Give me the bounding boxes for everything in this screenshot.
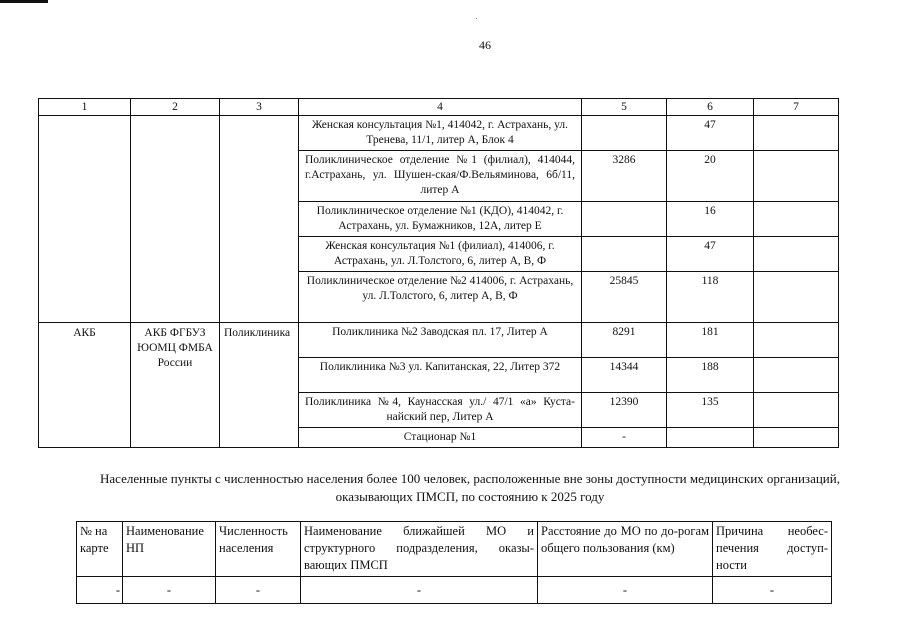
facility-name: Поликлиническое отделение №1 (филиал), 414044, г.Астрахань, ул. Шушен-ская/Ф.Вельяминова, 6б/11, литер А [299,151,582,202]
population-cell [582,202,667,237]
scan-corner-mark [0,0,48,3]
population-cell: - [582,428,667,448]
distance-cell: 20 [667,151,754,202]
col-header: 2 [131,99,220,116]
note-cell [754,116,839,151]
facility-name: Поликлиническое отделение №2 414006, г. Астрахань, ул. Л.Толстого, 6, литер А, В, Ф [299,272,582,323]
facility-name: Поликлиника №4, Каунасская ул./ 47/1 «а» Куста-найский пер, Литер А [299,393,582,428]
distance-cell: 47 [667,116,754,151]
note-cell [754,151,839,202]
col-header: 1 [39,99,131,116]
table-cell: - [77,577,123,604]
note-cell [754,272,839,323]
population-cell [582,116,667,151]
settlements-table [76,521,832,604]
population-cell: 14344 [582,358,667,393]
distance-cell: 135 [667,393,754,428]
section-heading: Населенные пункты с численностью населения более 100 человек, расположенные вне зоны доступности медицинских организаций, оказывающих ПМСП, по состоянию к 2025 году [100,471,840,504]
distance-cell: 181 [667,323,754,358]
note-cell [754,358,839,393]
facility-name: Поликлиника №3 ул. Капитанская, 22, Литер 372 [299,358,582,393]
distance-cell: 118 [667,272,754,323]
facility-type-cell: Поликлиника [220,323,299,448]
population-cell: 8291 [582,323,667,358]
table-cell: - [123,577,216,604]
col-header: 7 [754,99,839,116]
population-cell: 12390 [582,393,667,428]
header-row [77,522,832,577]
distance-cell [667,428,754,448]
region-cell: АКБ [39,323,131,448]
col-header-settlement: Наименование НП [123,522,216,577]
note-cell [754,237,839,272]
note-cell [754,428,839,448]
population-cell [582,237,667,272]
col-header-population: Численность населения [216,522,301,577]
note-cell [754,393,839,428]
col-header: 6 [667,99,754,116]
facility-name: Женская консультация №1 (филиал), 414006, г. Астрахань, ул. Л.Толстого, 6, литер А, В, Ф [299,237,582,272]
col-header-reason: Причина необес-печения доступ-ности [713,522,832,577]
organization-cell: АКБ ФГБУЗ ЮОМЦ ФМБА России [131,323,220,448]
facility-name: Поликлиника №2 Заводская пл. 17, Литер А [299,323,582,358]
empty-cell [39,116,131,323]
distance-cell: 47 [667,237,754,272]
population-cell: 3286 [582,151,667,202]
col-header: 4 [299,99,582,116]
col-header: 5 [582,99,667,116]
table-row [39,116,839,151]
table-cell: - [538,577,713,604]
table-row [77,577,832,604]
facilities-table [38,98,839,448]
col-header-nearest-mo: Наименование ближайшей МО и структурного подразделения, оказы-вающих ПМСП [301,522,538,577]
empty-cell [131,116,220,323]
col-header-map-number: № на карте [77,522,123,577]
table-cell: - [713,577,832,604]
note-cell [754,323,839,358]
table-cell: - [301,577,538,604]
scan-dot-mark [476,18,477,19]
table-cell: - [216,577,301,604]
page-number: 46 [479,38,491,52]
distance-cell: 16 [667,202,754,237]
facility-name: Женская консультация №1, 414042, г. Астрахань, ул. Тренева, 11/1, литер А, Блок 4 [299,116,582,151]
facility-name: Стационар №1 [299,428,582,448]
facility-name: Поликлиническое отделение №1 (КДО), 414042, г. Астрахань, ул. Бумажников, 12А, литер Е [299,202,582,237]
col-header-distance: Расстояние до МО по до-рогам общего пользования (км) [538,522,713,577]
header-row [39,99,839,116]
distance-cell: 188 [667,358,754,393]
population-cell: 25845 [582,272,667,323]
note-cell [754,202,839,237]
empty-cell [220,116,299,323]
table-row [39,323,839,358]
col-header: 3 [220,99,299,116]
